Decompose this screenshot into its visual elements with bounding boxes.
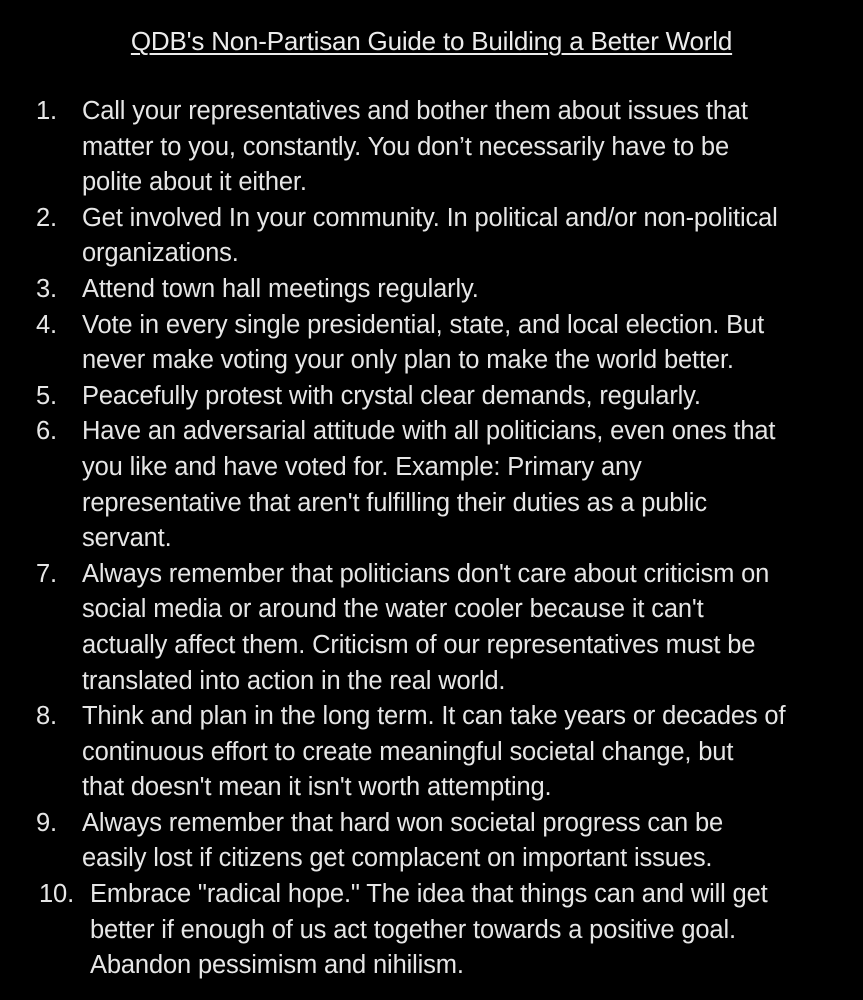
list-item-line: servant. [82, 524, 172, 553]
list-item [0, 308, 863, 379]
list-item-line: never make voting your only plan to make the world better. [82, 346, 734, 375]
list-item-line: continuous effort to create meaningful societal change, but [82, 737, 734, 766]
list-item [0, 699, 863, 806]
list-item-line: Think and plan in the long term. It can take years or decades of [82, 702, 786, 731]
list-item-line: Always remember that hard won societal progress can be [82, 808, 724, 837]
list-item-text [90, 877, 842, 984]
list-item-text [82, 414, 842, 556]
list-item-line: Attend town hall meetings regularly. [82, 274, 479, 303]
list-item-line: polite about it either. [82, 168, 307, 197]
list-item-line: actually affect them. Criticism of our representatives must be [82, 630, 756, 659]
list-item [0, 272, 863, 308]
list-item-line: matter to you, constantly. You don’t necessarily have to be [82, 132, 729, 161]
list-item-number: 9. [36, 808, 57, 837]
list-item-line: Always remember that politicians don't care about criticism on [82, 559, 770, 588]
list-item [0, 94, 863, 201]
list-item [0, 557, 863, 699]
list-item-line: Get involved In your community. In political and/or non-political [82, 203, 778, 232]
list-item [0, 379, 863, 415]
list-item-line: easily lost if citizens get complacent on important issues. [82, 844, 713, 873]
list-item-number: 5. [36, 381, 57, 410]
list-item-line: representative that aren't fulfilling their duties as a public [82, 488, 707, 517]
list-item-text [82, 201, 842, 272]
list-item [0, 414, 863, 556]
list-item-text [82, 379, 842, 415]
list-item-line: better if enough of us act together towards a positive goal. [90, 915, 736, 944]
list-item-line: that doesn't mean it isn't worth attempting. [82, 773, 552, 802]
list-item [0, 877, 863, 984]
list-item-number: 7. [36, 559, 57, 588]
list-item-line: Embrace "radical hope." The idea that things can and will get [90, 880, 768, 909]
list-item-line: organizations. [82, 239, 239, 268]
list-item-number: 6. [36, 417, 57, 446]
list-item-line: Abandon pessimism and nihilism. [90, 951, 464, 980]
list-item-line: Have an adversarial attitude with all politicians, even ones that [82, 417, 776, 446]
list-item-text [82, 806, 842, 877]
list-item-text [82, 272, 842, 308]
list-item-number: 2. [36, 203, 57, 232]
guide-list [0, 94, 863, 984]
list-item-text [82, 699, 842, 806]
list-item-line: social media or around the water cooler because it can't [82, 595, 704, 624]
list-item-line: Call your representatives and bother them about issues that [82, 97, 748, 125]
list-item-line: Peacefully protest with crystal clear demands, regularly. [82, 381, 701, 410]
list-item-text [82, 308, 842, 379]
list-item-text [82, 94, 842, 201]
list-item [0, 201, 863, 272]
list-item-number: 4. [36, 310, 57, 339]
list-item-line: translated into action in the real world. [82, 666, 506, 695]
list-item-number: 10. [39, 880, 74, 909]
list-item-line: you like and have voted for. Example: Primary any [82, 452, 642, 481]
list-item [0, 806, 863, 877]
list-item-number: 8. [36, 702, 57, 731]
list-item-text [82, 557, 842, 699]
list-item-number: 1. [36, 97, 57, 125]
page-title: QDB's Non-Partisan Guide to Building a Better World [130, 26, 733, 56]
list-item-line: Vote in every single presidential, state, and local election. But [82, 310, 765, 339]
list-item-number: 3. [36, 274, 57, 303]
